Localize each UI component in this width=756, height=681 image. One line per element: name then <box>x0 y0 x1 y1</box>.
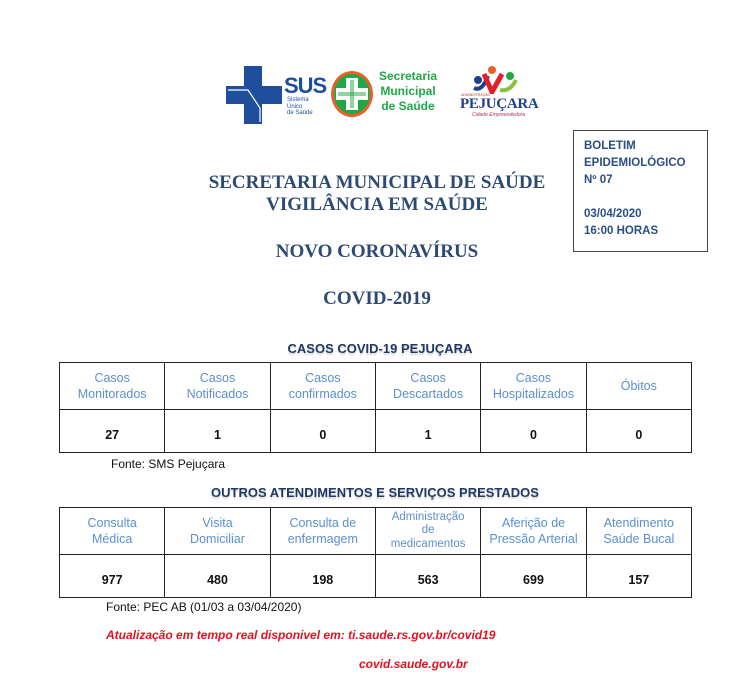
page-title <box>192 172 562 216</box>
title-vigilancia: VIGILÂNCIA EM SAÚDE <box>266 194 488 215</box>
value-confirmados: 0 <box>270 410 375 453</box>
cases-table <box>59 362 692 453</box>
bulletin-number: Nº 07 <box>584 174 613 186</box>
value-consulta-medica: 977 <box>60 555 165 598</box>
header-hospitalizados: Casos Hospitalizados <box>481 363 586 410</box>
title-covid: COVID-2019 <box>323 288 431 309</box>
header-saude-bucal: Atendimento Saúde Bucal <box>586 508 691 555</box>
bulletin-type: EPIDEMIOLÓGICO <box>584 157 686 169</box>
header-consulta-medica: Consulta Médica <box>60 508 165 555</box>
value-saude-bucal: 157 <box>586 555 691 598</box>
services-source: Fonte: PEC AB (01/03 a 03/04/2020) <box>106 600 302 614</box>
header-obitos: Óbitos <box>586 363 691 410</box>
services-table-title: OUTROS ATENDIMENTOS E SERVIÇOS PRESTADOS <box>211 485 539 500</box>
header-confirmados: Casos confirmados <box>270 363 375 410</box>
header-consulta-enfermagem: Consulta de enfermagem <box>270 508 375 555</box>
health-cross-logo-icon <box>330 70 374 118</box>
value-visita-domiciliar: 480 <box>165 555 270 598</box>
table-header-row <box>60 363 692 410</box>
header-visita-domiciliar: Visita Domiciliar <box>165 508 270 555</box>
sus-cross-logo-icon <box>226 66 282 124</box>
header-notificados: Casos Notificados <box>165 363 270 410</box>
header-afericao-pressao: Aferição de Pressão Arterial <box>481 508 586 555</box>
pejucara-people-logo-icon <box>470 66 520 94</box>
sus-logo-text: SUS <box>284 73 327 98</box>
pejucara-slogan: Cidade Empreendedora <box>472 112 526 118</box>
value-descartados: 1 <box>375 410 480 453</box>
header-monitorados: Casos Monitorados <box>60 363 165 410</box>
table-row <box>60 410 692 453</box>
header-descartados: Casos Descartados <box>375 363 480 410</box>
secretaria-logo-text: Secretaria Municipal de Saúde <box>378 69 438 113</box>
value-notificados: 1 <box>165 410 270 453</box>
pejucara-admin-text: ADMINISTRAÇÃO <box>461 93 491 97</box>
header-administracao-medicamentos: Administração de medicamentos <box>375 508 480 555</box>
bulletin-date: 03/04/2020 <box>584 208 642 220</box>
value-hospitalizados: 0 <box>481 410 586 453</box>
bulletin-time: 16:00 HORAS <box>584 225 659 237</box>
cases-source: Fonte: SMS Pejuçara <box>111 457 226 471</box>
services-table <box>59 507 692 598</box>
pejucara-logo-text: PEJUÇARA <box>460 96 539 112</box>
sus-logo-subtitle: Sistema Único de Saúde <box>287 97 313 116</box>
logo-banner <box>226 66 539 126</box>
title-coronavirus: NOVO CORONAVÍRUS <box>275 241 479 262</box>
value-obitos: 0 <box>586 410 691 453</box>
table-row <box>60 555 692 598</box>
title-secretaria: SECRETARIA MUNICIPAL DE SAÚDE <box>208 172 546 193</box>
value-administracao-medicamentos: 563 <box>375 555 480 598</box>
realtime-update-link[interactable]: Atualização em tempo real disponivel em: ti.saude.rs.gov.br/covid19 <box>106 628 496 642</box>
bulletin-label: BOLETIM <box>584 140 636 152</box>
value-monitorados: 27 <box>60 410 165 453</box>
bulletin-info-box <box>573 130 708 252</box>
covid-gov-link[interactable]: covid.saude.gov.br <box>359 657 468 671</box>
value-afericao-pressao: 699 <box>481 555 586 598</box>
value-consulta-enfermagem: 198 <box>270 555 375 598</box>
cases-table-title: CASOS COVID-19 PEJUÇARA <box>287 341 473 356</box>
table-header-row <box>60 508 692 555</box>
